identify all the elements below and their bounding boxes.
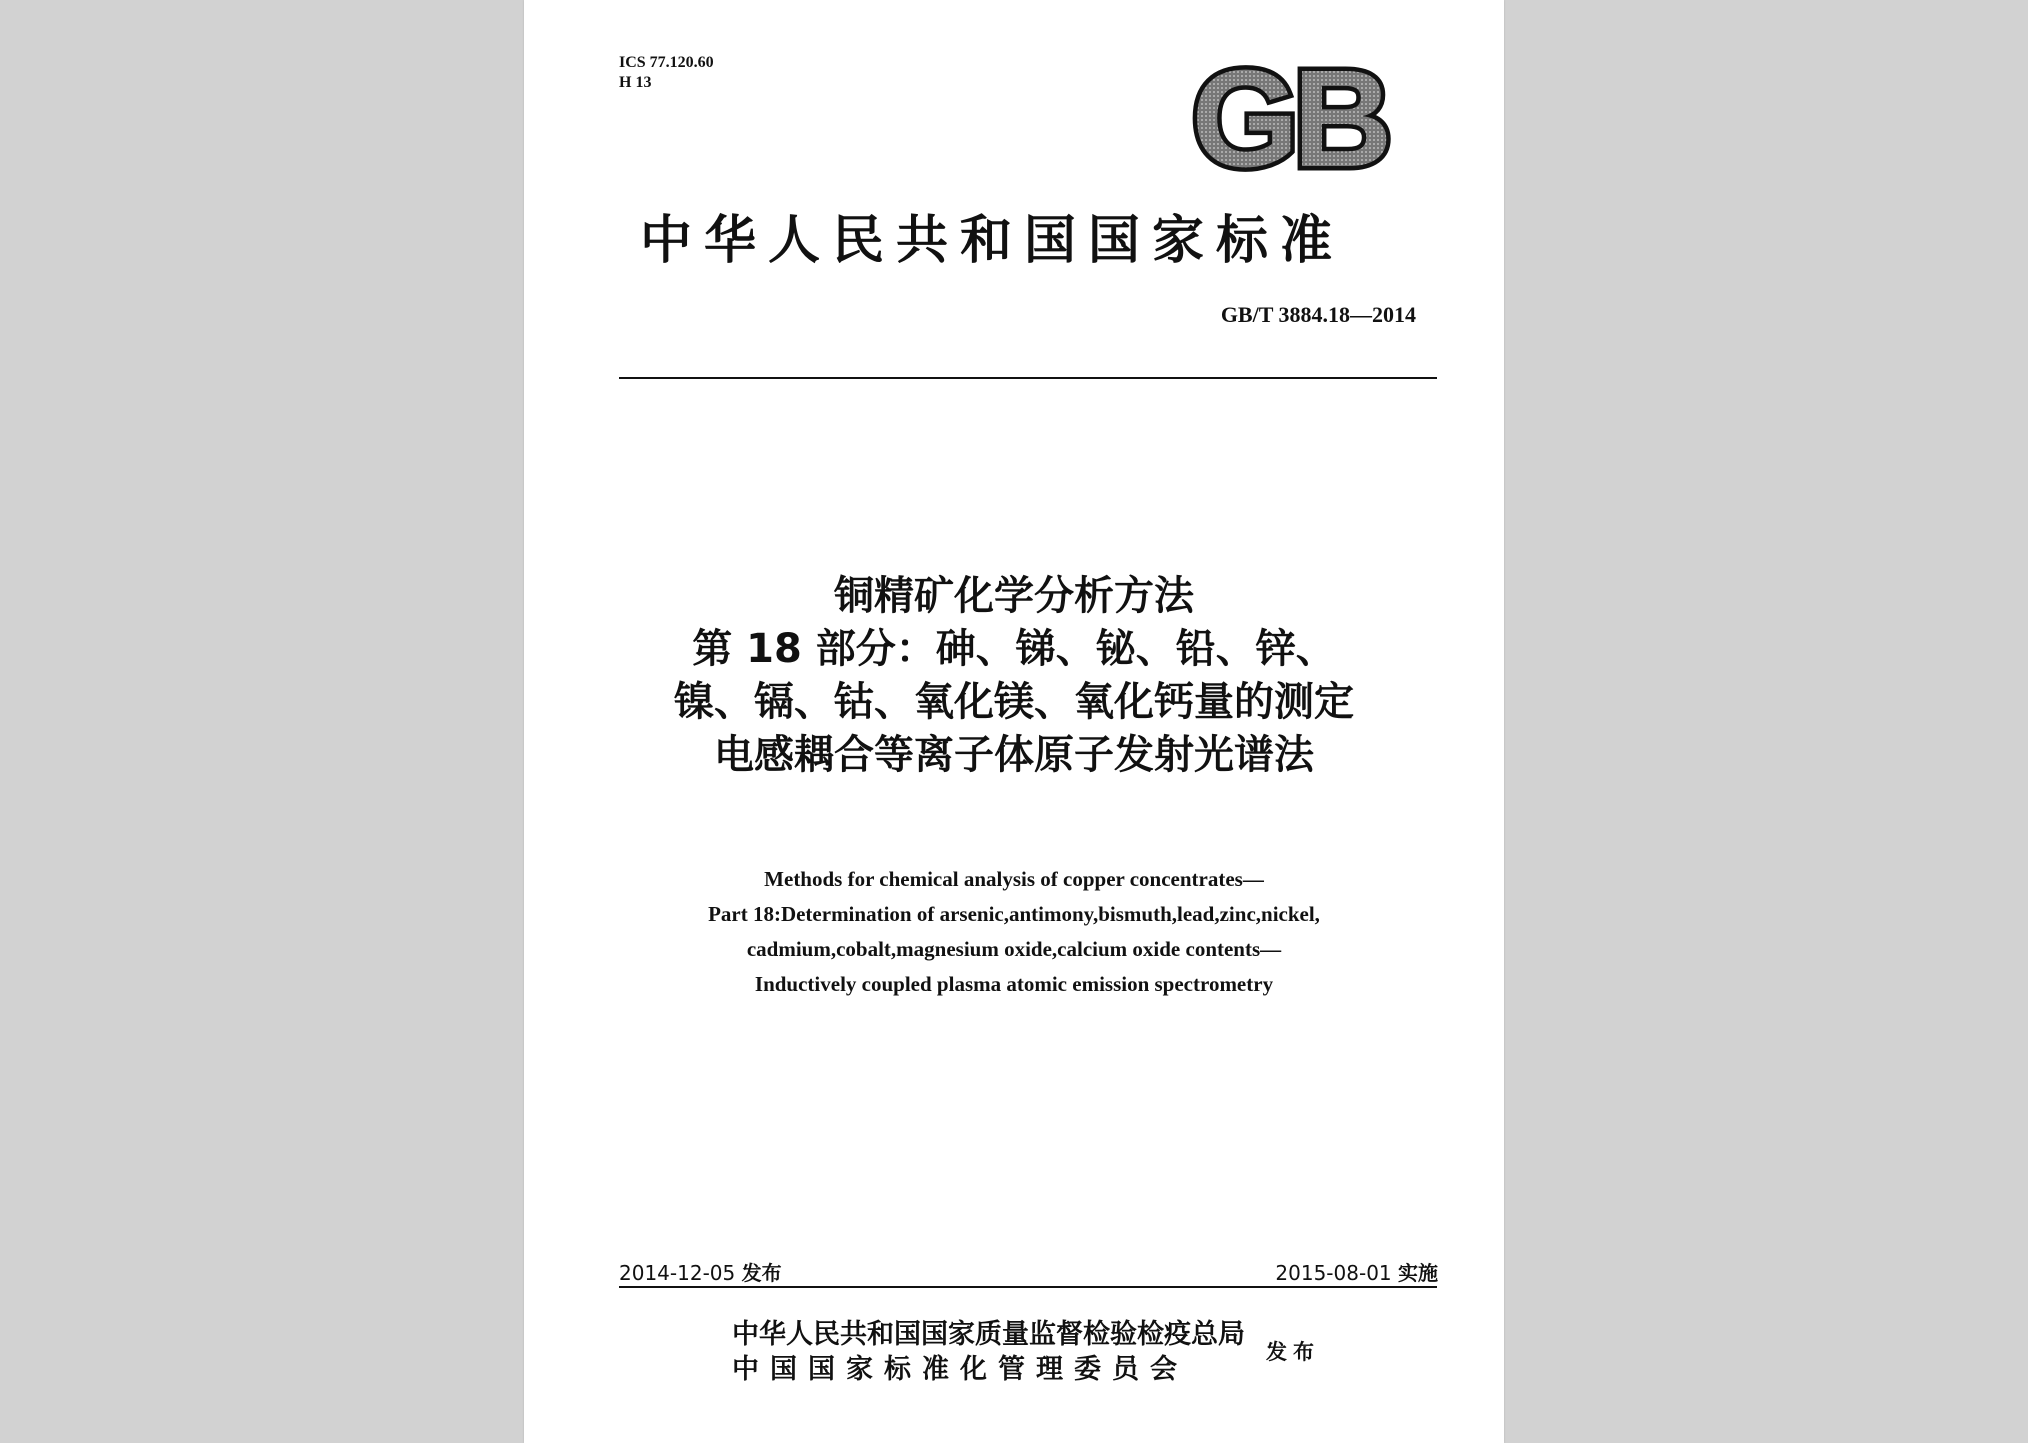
publish-label: 发布 <box>1266 1339 1320 1364</box>
chinese-title-line: 铜精矿化学分析方法 <box>834 573 1194 619</box>
gb-logo-icon <box>1184 62 1394 177</box>
implementation-date-label: 实施 <box>1398 1261 1438 1285</box>
chinese-title-line: 镍、镉、钴、氧化镁、氧化钙量的测定 <box>674 679 1354 725</box>
gb-logo-text: GB <box>1191 62 1387 177</box>
english-title <box>524 862 1504 1002</box>
english-title-line: Inductively coupled plasma atomic emission spectrometry <box>754 972 1274 996</box>
issuer-line-2: 中国国家标准化管理委员会 <box>732 1354 1188 1385</box>
chinese-title-line: 第 18 部分：砷、锑、铋、铅、锌、 <box>692 626 1336 672</box>
issuing-authorities <box>732 1317 1245 1387</box>
footer-divider <box>619 1286 1437 1288</box>
header-divider <box>619 377 1437 379</box>
ccs-code: H 13 <box>619 74 652 91</box>
document-page <box>524 0 1504 1443</box>
english-title-line: Part 18:Determination of arsenic,antimony,bismuth,lead,zinc,nickel, <box>708 902 1320 926</box>
english-title-line: Methods for chemical analysis of copper concentrates— <box>764 867 1264 891</box>
issuer-line-1: 中华人民共和国国家质量监督检验检疫总局 <box>732 1319 1245 1350</box>
chinese-title-line: 电感耦合等离子体原子发射光谱法 <box>714 732 1314 778</box>
implementation-date-value: 2015-08-01 <box>1275 1261 1392 1285</box>
issue-date <box>619 1257 782 1286</box>
issue-date-value: 2014-12-05 <box>619 1261 736 1285</box>
ics-code: ICS 77.120.60 <box>619 54 714 71</box>
standard-title: 中华人民共和国国家标准 <box>639 210 1344 271</box>
classification-codes <box>619 53 714 93</box>
standard-number: GB/T 3884.18—2014 <box>1220 302 1416 327</box>
issue-date-label: 发布 <box>741 1261 782 1285</box>
english-title-line: cadmium,cobalt,magnesium oxide,calcium oxide contents— <box>746 937 1282 961</box>
chinese-title <box>524 570 1504 782</box>
implementation-date <box>1275 1257 1438 1286</box>
